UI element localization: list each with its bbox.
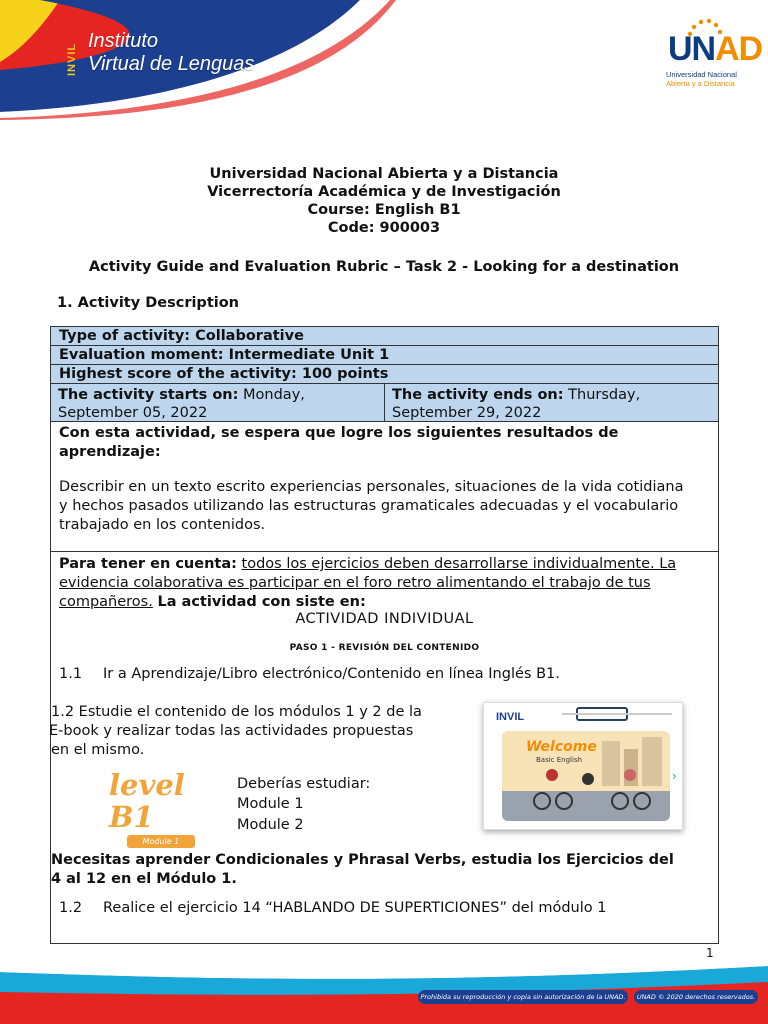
- row-score: Highest score of the activity: 100 points: [51, 365, 718, 384]
- start-label: The activity starts on:: [58, 387, 239, 403]
- footer-rights-notice: UNAD © 2020 derechos reservados.: [634, 990, 758, 1004]
- screenshot-illustration: [502, 731, 670, 821]
- note-tail: La actividad con siste en:: [157, 594, 366, 610]
- desc-line-3: trabajado en los contenidos.: [59, 517, 266, 533]
- unad-subtitle-2: Abierta y a Distancia: [666, 79, 735, 88]
- row-type: Type of activity: Collaborative: [51, 327, 718, 346]
- screenshot-sub: Basic English: [536, 756, 583, 764]
- item-1-2b-text: Realice el ejercicio 14 “HABLANDO DE SUPERTICIONES” del módulo 1: [103, 900, 607, 916]
- item-1-1-text: Ir a Aprendizaje/Libro electrónico/Contenido en línea Inglés B1.: [103, 666, 560, 682]
- desc-line-2: y hechos pasados utilizando las estructuras gramaticales adecuadas y el vocabulario: [59, 498, 679, 514]
- start-date: September 05, 2022: [58, 405, 208, 421]
- need-line-2: 4 al 12 en el Módulo 1.: [51, 871, 237, 887]
- level-b1-badge: [109, 768, 219, 846]
- row-dates: [51, 384, 718, 422]
- item-1-1-number: 1.1: [59, 666, 83, 682]
- study-label: Deberías estudiar:: [237, 776, 371, 792]
- invil-vertical-text: INVIL: [66, 42, 78, 76]
- end-date: September 29, 2022: [392, 405, 542, 421]
- footer-copyright-notice: Prohibida su reproducción y copia sin autorización de la UNAD.: [418, 990, 628, 1004]
- goal-line-2: aprendizaje:: [59, 444, 161, 460]
- note-u3: compañeros.: [59, 594, 153, 610]
- ebook-screenshot-image: [483, 702, 683, 830]
- note-line-1: [59, 555, 676, 574]
- level-b1-text: level B1: [109, 768, 185, 834]
- item-1-2a-line-2: E-book y realizar todas las actividades propuestas: [49, 723, 414, 739]
- guide-title: Activity Guide and Evaluation Rubric – Task 2 - Looking for a destination: [88, 259, 680, 275]
- header-banner: [0, 0, 768, 120]
- study-module-2: Module 2: [237, 817, 304, 833]
- study-module-1: Module 1: [237, 796, 304, 812]
- module-1-pill: Module 1: [127, 835, 195, 848]
- note-u1: todos los ejercicios deben desarrollarse individualmente. La: [241, 556, 677, 572]
- item-1-2b-number: 1.2: [59, 900, 83, 916]
- item-1-2a-line-1: 1.2 Estudie el contenido de los módulos 1 y 2 de la: [51, 704, 422, 720]
- end-label: The activity ends on:: [392, 387, 564, 403]
- goal-line-1: Con esta actividad, se espera que logre los siguientes resultados de: [59, 425, 619, 441]
- note-line-2: evidencia colaborativa es participar en el foro retro alimentando el trabajo de tus: [59, 575, 651, 591]
- row-moment: Evaluation moment: Intermediate Unit 1: [51, 346, 718, 365]
- end-date-cell: [385, 384, 718, 421]
- chevron-right-icon: ›: [672, 769, 677, 783]
- item-1-2a-line-3: en el mismo.: [51, 742, 145, 758]
- ivl-line1: Instituto: [88, 30, 159, 52]
- paso-heading: PASO 1 - REVISIÓN DEL CONTENIDO: [289, 643, 480, 653]
- need-line-1: Necesitas aprender Condicionales y Phrasal Verbs, estudia los Ejercicios del: [51, 852, 674, 868]
- start-day: Monday,: [243, 387, 305, 403]
- unad-subtitle-1: Universidad Nacional: [666, 70, 737, 79]
- university-name: Universidad Nacional Abierta y a Distancia: [209, 166, 559, 182]
- unad-wordmark: UNAD: [668, 30, 763, 68]
- screenshot-nav-bar: [562, 709, 672, 719]
- screenshot-welcome: Welcome: [526, 739, 597, 755]
- vicerrectoria: Vicerrectoría Académica y de Investigación: [207, 184, 561, 200]
- note-label: Para tener en cuenta:: [59, 556, 237, 572]
- desc-line-1: Describir en un texto escrito experiencias personales, situaciones de la vida cotidiana: [59, 479, 684, 495]
- course-code: Code: 900003: [327, 220, 441, 236]
- screenshot-brand: INVIL: [496, 711, 525, 723]
- start-date-cell: [51, 384, 385, 421]
- section-heading: 1. Activity Description: [57, 295, 240, 311]
- footer-banner: [0, 962, 768, 1024]
- page-number: 1: [706, 946, 714, 960]
- course-name: Course: English B1: [307, 202, 461, 218]
- activity-individual-heading: ACTIVIDAD INDIVIDUAL: [295, 611, 474, 627]
- end-day: Thursday,: [568, 387, 641, 403]
- ivl-line2: Virtual de Lenguas: [88, 53, 255, 75]
- activity-table: [50, 326, 719, 944]
- unad-logo: [662, 18, 763, 88]
